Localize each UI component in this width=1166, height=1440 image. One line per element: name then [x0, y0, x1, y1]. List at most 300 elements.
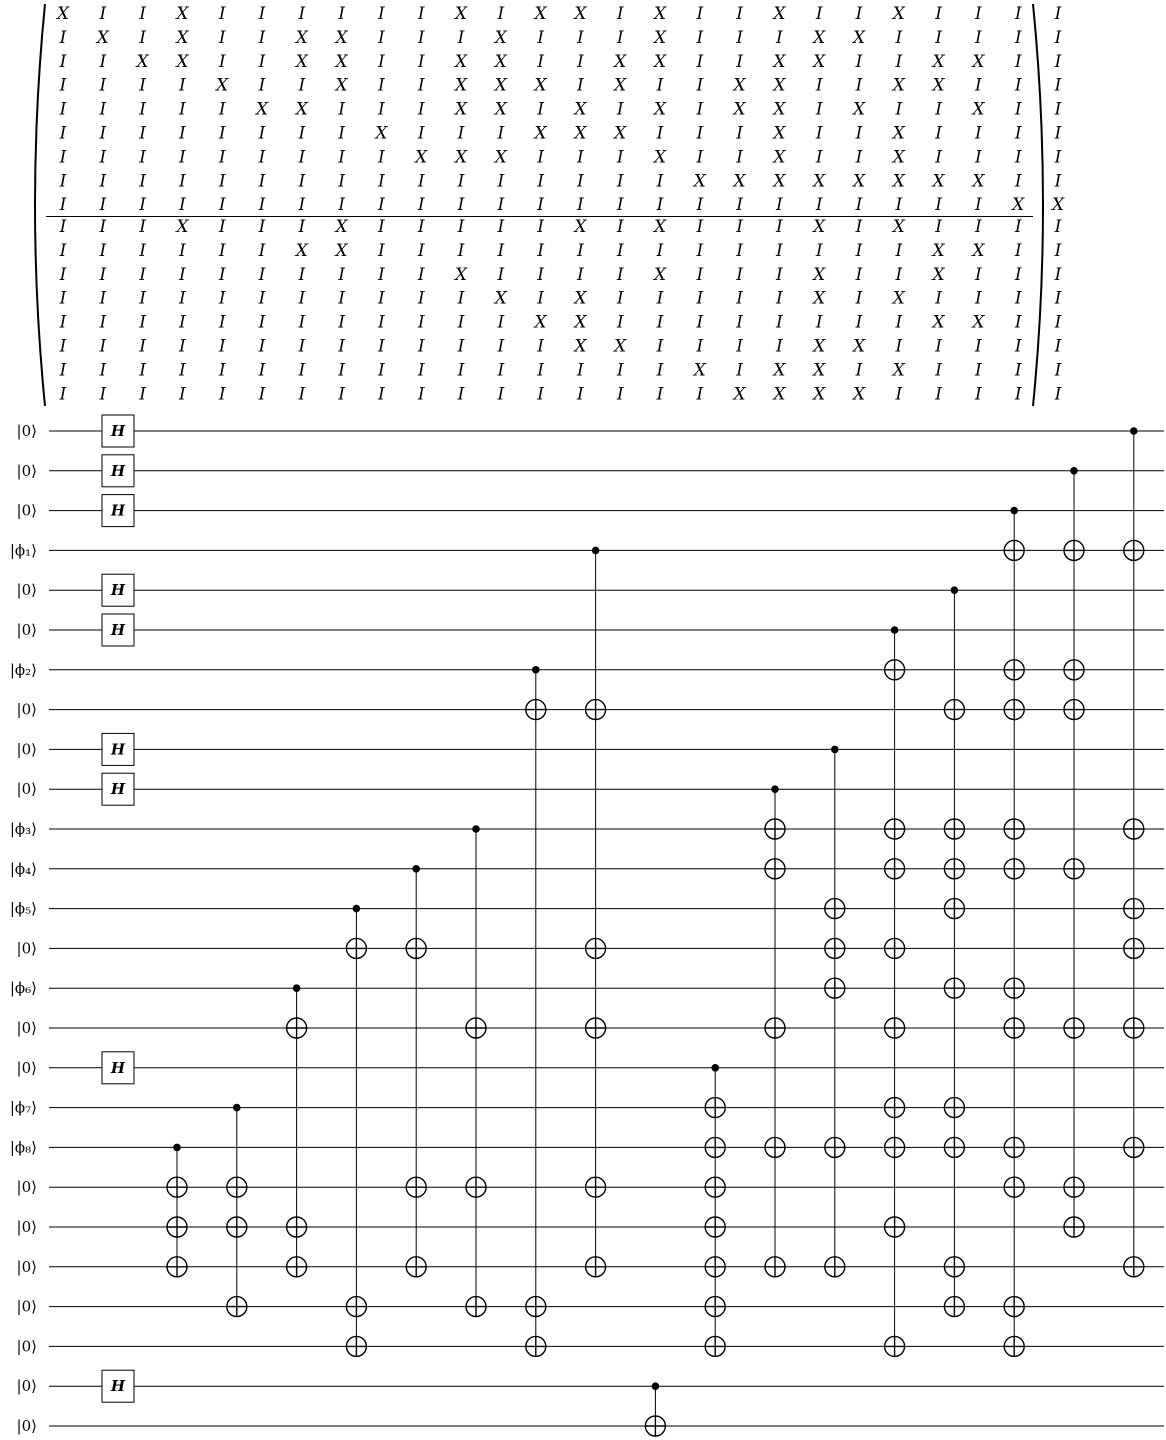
wire-label: |0⟩: [16, 1417, 37, 1435]
matrix-entry: I: [1054, 171, 1062, 192]
matrix-entry: X: [932, 312, 945, 333]
cnot-target: [705, 1297, 725, 1317]
matrix-entry: I: [417, 217, 425, 237]
matrix-entry: I: [218, 51, 226, 72]
matrix-entry: I: [855, 240, 863, 261]
cnot-target: [1004, 819, 1024, 839]
matrix-entry: I: [616, 264, 624, 285]
matrix-entry: I: [855, 312, 863, 333]
matrix-entry: I: [99, 195, 107, 216]
matrix-entry: I: [298, 384, 306, 405]
cnot-target: [526, 1297, 546, 1317]
matrix-entry: X: [773, 4, 786, 24]
cnot-target: [167, 1177, 187, 1197]
cnot-target: [227, 1217, 247, 1237]
matrix-entry: I: [537, 171, 544, 192]
matrix-entry: X: [653, 4, 667, 24]
matrix-entry: I: [298, 312, 306, 333]
matrix-entry: X: [773, 51, 786, 72]
matrix-entry: I: [258, 288, 266, 309]
matrix-entry: I: [616, 99, 624, 120]
matrix-entry: I: [139, 312, 146, 333]
matrix-entry: I: [99, 240, 107, 261]
matrix-entry: X: [454, 264, 468, 285]
matrix-entry: I: [975, 4, 982, 24]
matrix-entry: I: [457, 288, 465, 309]
matrix-entry: X: [932, 264, 945, 285]
matrix-entry: I: [577, 264, 584, 285]
wire-label: |ϕ₅⟩: [9, 899, 37, 918]
matrix-entry: I: [179, 336, 186, 357]
matrix-entry: I: [457, 312, 465, 333]
matrix-entry: I: [537, 217, 544, 237]
wire-label: |ϕ₃⟩: [9, 820, 37, 838]
matrix-entry: X: [852, 99, 866, 120]
matrix-entry: I: [139, 288, 146, 309]
matrix-entry: I: [656, 336, 664, 357]
matrix-entry: I: [378, 217, 385, 237]
matrix-entry: I: [935, 195, 942, 216]
cnot-target: [885, 819, 905, 839]
matrix-entry: I: [59, 217, 67, 237]
stabilizer-matrix: [35, 4, 1065, 406]
matrix-entry: I: [1054, 51, 1062, 72]
matrix-entry: X: [972, 171, 985, 192]
matrix-entry: I: [895, 336, 903, 357]
matrix-entry: X: [773, 99, 786, 120]
matrix-entry: I: [736, 360, 743, 381]
matrix-entry: I: [179, 288, 186, 309]
matrix-entry: X: [852, 27, 866, 48]
matrix-entry: I: [855, 264, 863, 285]
matrix-entry: I: [99, 360, 107, 381]
matrix-entry: I: [736, 240, 743, 261]
cnot-target: [526, 1336, 546, 1356]
matrix-entry: X: [176, 27, 189, 48]
matrix-entry: X: [733, 99, 746, 120]
cnot-target: [944, 899, 964, 919]
hadamard-gate-label: H: [110, 581, 126, 600]
matrix-entry: I: [99, 123, 107, 144]
matrix-entry: I: [59, 240, 67, 261]
matrix-entry: I: [736, 27, 743, 48]
matrix-entry: X: [653, 99, 667, 120]
control-dot: [173, 1144, 181, 1152]
matrix-entry: I: [218, 123, 226, 144]
cnot-target: [406, 938, 426, 958]
cnot-target: [885, 938, 905, 958]
matrix-entry: I: [59, 27, 67, 48]
matrix-entry: I: [378, 384, 385, 405]
hadamard-gate-label: H: [110, 422, 126, 440]
matrix-entry: I: [577, 360, 584, 381]
matrix-entry: X: [852, 384, 866, 405]
cnot-target: [1064, 540, 1084, 560]
control-dot: [771, 785, 779, 793]
matrix-entry: I: [537, 336, 544, 357]
matrix-entry: I: [298, 75, 306, 96]
matrix-entry: I: [776, 264, 783, 285]
matrix-entry: I: [417, 336, 425, 357]
matrix-entry: X: [534, 75, 547, 96]
matrix-entry: I: [139, 123, 146, 144]
matrix-entry: I: [417, 384, 425, 405]
matrix-entry: I: [457, 240, 465, 261]
matrix-entry: I: [537, 264, 544, 285]
matrix-entry: X: [614, 123, 627, 144]
cnot-target: [765, 859, 785, 879]
cnot-target: [705, 1217, 725, 1237]
control-dot: [592, 547, 600, 555]
cnot-target: [885, 1336, 905, 1356]
matrix-entry: I: [815, 123, 823, 144]
matrix-entry: I: [338, 264, 345, 285]
cnot-target: [1064, 660, 1084, 680]
matrix-entry: X: [972, 240, 985, 261]
cnot-target: [705, 1257, 725, 1277]
wire-label: |ϕ₁⟩: [9, 541, 37, 560]
matrix-entry: I: [855, 217, 863, 237]
matrix-entry: I: [497, 336, 505, 357]
matrix-entry: I: [497, 360, 505, 381]
matrix-entry: I: [139, 4, 146, 24]
matrix-entry: I: [616, 171, 624, 192]
matrix-entry: I: [338, 99, 345, 120]
wire-label: |ϕ₄⟩: [9, 859, 37, 878]
matrix-entry: I: [99, 217, 107, 237]
matrix-entry: X: [335, 240, 348, 261]
matrix-entry: I: [258, 384, 266, 405]
matrix-entry: X: [335, 75, 348, 96]
matrix-entry: I: [935, 217, 942, 237]
matrix-entry: I: [338, 4, 345, 24]
cnot-target: [1004, 540, 1024, 560]
matrix-entry: I: [298, 147, 306, 168]
matrix-entry: I: [457, 123, 465, 144]
matrix-entry: I: [417, 264, 425, 285]
matrix-entry: I: [258, 27, 266, 48]
matrix-entry: I: [258, 264, 266, 285]
control-dot: [472, 825, 480, 833]
hadamard-gate-label: H: [110, 1377, 126, 1396]
matrix-entry: I: [218, 217, 226, 237]
matrix-entry: I: [497, 123, 505, 144]
matrix-entry: I: [656, 384, 664, 405]
matrix-entry: I: [975, 75, 982, 96]
matrix-entry: I: [338, 384, 345, 405]
matrix-entry: X: [813, 288, 826, 309]
matrix-entry: X: [813, 51, 826, 72]
matrix-entry: X: [415, 147, 428, 168]
matrix-entry: I: [656, 123, 664, 144]
matrix-entry: I: [935, 147, 942, 168]
wire-label: |0⟩: [16, 501, 37, 520]
matrix-entry: X: [892, 360, 905, 381]
matrix-entry: I: [855, 147, 863, 168]
matrix-entry: I: [815, 147, 823, 168]
matrix-entry: I: [616, 240, 624, 261]
matrix-entry: I: [616, 147, 624, 168]
cnot-target: [825, 899, 845, 919]
matrix-entry: I: [577, 51, 584, 72]
matrix-entry: X: [813, 336, 826, 357]
matrix-entry: I: [59, 384, 67, 405]
cnot-target: [1124, 1018, 1144, 1038]
matrix-entry: I: [975, 288, 982, 309]
matrix-entry: I: [537, 99, 544, 120]
cnot-target: [944, 1297, 964, 1317]
matrix-entry: I: [99, 99, 107, 120]
matrix-entry: I: [736, 336, 743, 357]
matrix-entry: I: [975, 217, 982, 237]
matrix-entry: I: [139, 240, 146, 261]
matrix-entry: I: [537, 384, 544, 405]
matrix-entry: I: [99, 384, 107, 405]
matrix-entry: I: [258, 217, 266, 237]
matrix-entry: X: [773, 123, 786, 144]
wire-label: |0⟩: [16, 461, 37, 480]
matrix-entry: I: [1014, 264, 1022, 285]
matrix-entry: I: [855, 123, 863, 144]
matrix-entry: X: [813, 217, 826, 237]
matrix-entry: I: [696, 147, 704, 168]
matrix-entry: I: [258, 312, 266, 333]
matrix-entry: I: [1014, 123, 1022, 144]
matrix-entry: I: [179, 312, 186, 333]
wire-label: |0⟩: [16, 1297, 37, 1316]
matrix-entry: I: [616, 312, 624, 333]
cnot-target: [1124, 899, 1144, 919]
matrix-entry: X: [295, 27, 308, 48]
matrix-entry: I: [776, 217, 783, 237]
matrix-entry: I: [338, 123, 345, 144]
matrix-entry: X: [892, 171, 905, 192]
matrix-entry: I: [696, 264, 704, 285]
matrix-entry: X: [773, 75, 786, 96]
matrix-entry: I: [1054, 360, 1062, 381]
cnot-target: [1004, 1018, 1024, 1038]
matrix-entry: I: [179, 384, 186, 405]
matrix-entry: I: [736, 312, 743, 333]
matrix-entry: X: [813, 171, 826, 192]
cnot-target: [944, 859, 964, 879]
matrix-entry: I: [338, 336, 345, 357]
matrix-entry: I: [815, 4, 823, 24]
matrix-entry: X: [494, 75, 507, 96]
matrix-entry: I: [616, 27, 624, 48]
matrix-entry: X: [176, 51, 189, 72]
matrix-entry: X: [494, 27, 507, 48]
matrix-entry: I: [776, 240, 783, 261]
matrix-entry: I: [179, 75, 186, 96]
matrix-entry: I: [537, 360, 544, 381]
matrix-entry: I: [218, 312, 226, 333]
hadamard-gate-label: H: [110, 621, 126, 639]
matrix-entry: I: [975, 195, 982, 216]
matrix-entry: I: [139, 264, 146, 285]
control-dot: [652, 1382, 660, 1390]
matrix-entry: I: [298, 336, 306, 357]
circuit-wires: [49, 431, 1164, 1426]
cnot-target: [466, 1297, 486, 1317]
matrix-entry: X: [295, 99, 308, 120]
matrix-entry: X: [574, 99, 587, 120]
matrix-entry: I: [656, 240, 664, 261]
hadamard-gate-label: H: [110, 740, 126, 759]
matrix-entry: I: [935, 123, 942, 144]
matrix-entry: X: [733, 384, 746, 405]
matrix-entry: X: [335, 217, 348, 237]
wire-label: |0⟩: [16, 1019, 37, 1037]
cnot-target: [885, 1137, 905, 1157]
matrix-entry: I: [378, 240, 385, 261]
matrix-entry: I: [179, 123, 186, 144]
matrix-entry: I: [1054, 312, 1062, 333]
wire-label: |0⟩: [16, 740, 37, 759]
matrix-entry: X: [454, 99, 468, 120]
matrix-entry: X: [335, 27, 348, 48]
matrix-entry: I: [815, 99, 823, 120]
matrix-entry: X: [892, 4, 905, 24]
matrix-entry: I: [1054, 99, 1062, 120]
matrix-entry: I: [1054, 147, 1062, 168]
matrix-entry: I: [975, 264, 982, 285]
wire-label: |0⟩: [16, 700, 37, 719]
matrix-entry: I: [378, 147, 385, 168]
matrix-entry: X: [255, 99, 269, 120]
matrix-entry: I: [895, 384, 903, 405]
cnot-target: [466, 1018, 486, 1038]
matrix-entry: X: [216, 75, 229, 96]
matrix-entry: X: [176, 4, 189, 24]
matrix-entry: I: [258, 147, 266, 168]
matrix-entry: I: [99, 75, 107, 96]
matrix-entry: I: [59, 51, 67, 72]
matrix-entry: I: [696, 51, 704, 72]
matrix-entry: I: [696, 384, 704, 405]
cnot-target: [1064, 1217, 1084, 1237]
cnot-target: [705, 1137, 725, 1157]
matrix-entry: I: [1054, 217, 1062, 237]
cnot-target: [645, 1416, 665, 1436]
wire-label: |0⟩: [16, 581, 37, 600]
matrix-entry: I: [935, 27, 942, 48]
matrix-entry: I: [338, 171, 345, 192]
matrix-entry: I: [139, 27, 146, 48]
cnot-target: [825, 1137, 845, 1157]
matrix-entry: I: [258, 51, 266, 72]
matrix-entry: I: [577, 240, 584, 261]
matrix-entry: X: [733, 171, 746, 192]
cnot-target: [765, 1257, 785, 1277]
matrix-entry: I: [696, 240, 704, 261]
wire-label: |0⟩: [16, 1257, 37, 1276]
matrix-entry: I: [338, 288, 345, 309]
matrix-entry: I: [298, 123, 306, 144]
matrix-entry: I: [99, 264, 107, 285]
matrix-entry: I: [855, 51, 863, 72]
control-dot: [532, 666, 540, 674]
matrix-entry: I: [338, 360, 345, 381]
matrix-entry: I: [1014, 4, 1022, 24]
matrix-entry: X: [136, 51, 149, 72]
cnot-target: [705, 1098, 725, 1118]
matrix-entry: I: [1014, 147, 1022, 168]
matrix-entry: I: [378, 264, 385, 285]
matrix-entry: I: [1054, 27, 1062, 48]
control-dot: [1130, 427, 1138, 435]
matrix-entry: I: [179, 240, 186, 261]
wire-label: |0⟩: [16, 621, 37, 639]
matrix-entry: X: [454, 147, 468, 168]
matrix-entry: X: [614, 75, 627, 96]
cnot-target: [167, 1217, 187, 1237]
matrix-entry: X: [295, 51, 308, 72]
matrix-entry: I: [417, 123, 425, 144]
matrix-entry: I: [935, 384, 942, 405]
matrix-entry: I: [497, 384, 505, 405]
matrix-entry: I: [417, 75, 425, 96]
matrix-entry: I: [497, 240, 505, 261]
cnot-target: [346, 1297, 366, 1317]
matrix-entry: X: [693, 171, 706, 192]
cnot-target: [1064, 1177, 1084, 1197]
cnot-target: [586, 1177, 606, 1197]
matrix-entry: I: [99, 288, 107, 309]
matrix-entry: I: [1054, 384, 1062, 405]
matrix-entry: I: [935, 288, 942, 309]
matrix-entry: X: [773, 360, 786, 381]
matrix-entry: I: [815, 312, 823, 333]
matrix-entry: I: [935, 99, 942, 120]
control-dot: [1070, 467, 1078, 475]
cnot-target: [944, 1137, 964, 1157]
matrix-entry: I: [218, 336, 226, 357]
matrix-entry: I: [656, 312, 664, 333]
wire-labels: [10, 422, 37, 1435]
matrix-entry: I: [895, 27, 903, 48]
matrix-entry: I: [1054, 123, 1062, 144]
matrix-entry: I: [179, 171, 186, 192]
matrix-entry: I: [218, 240, 226, 261]
matrix-entry: I: [99, 51, 107, 72]
matrix-entry: I: [537, 288, 544, 309]
cnot-target: [705, 1336, 725, 1356]
matrix-entry: I: [378, 171, 385, 192]
cnot-target: [705, 1177, 725, 1197]
wire-label: |ϕ₂⟩: [9, 660, 37, 679]
circuit-gates: [167, 427, 1144, 1436]
matrix-entry: I: [378, 312, 385, 333]
matrix-entry: X: [932, 75, 945, 96]
matrix-entry: I: [457, 384, 465, 405]
matrix-entry: I: [258, 4, 266, 24]
cnot-target: [1004, 978, 1024, 998]
matrix-entry: X: [96, 27, 109, 48]
matrix-entry: X: [534, 4, 547, 24]
matrix-entry: X: [653, 217, 667, 237]
matrix-entry: I: [696, 123, 704, 144]
matrix-entry: X: [773, 171, 786, 192]
matrix-entry: I: [179, 147, 186, 168]
matrix-entry: I: [139, 336, 146, 357]
cnot-target: [287, 1217, 307, 1237]
matrix-entry: I: [298, 264, 306, 285]
cnot-target: [885, 1217, 905, 1237]
control-dot: [711, 1064, 719, 1072]
cnot-target: [944, 1257, 964, 1277]
matrix-entry: I: [258, 336, 266, 357]
